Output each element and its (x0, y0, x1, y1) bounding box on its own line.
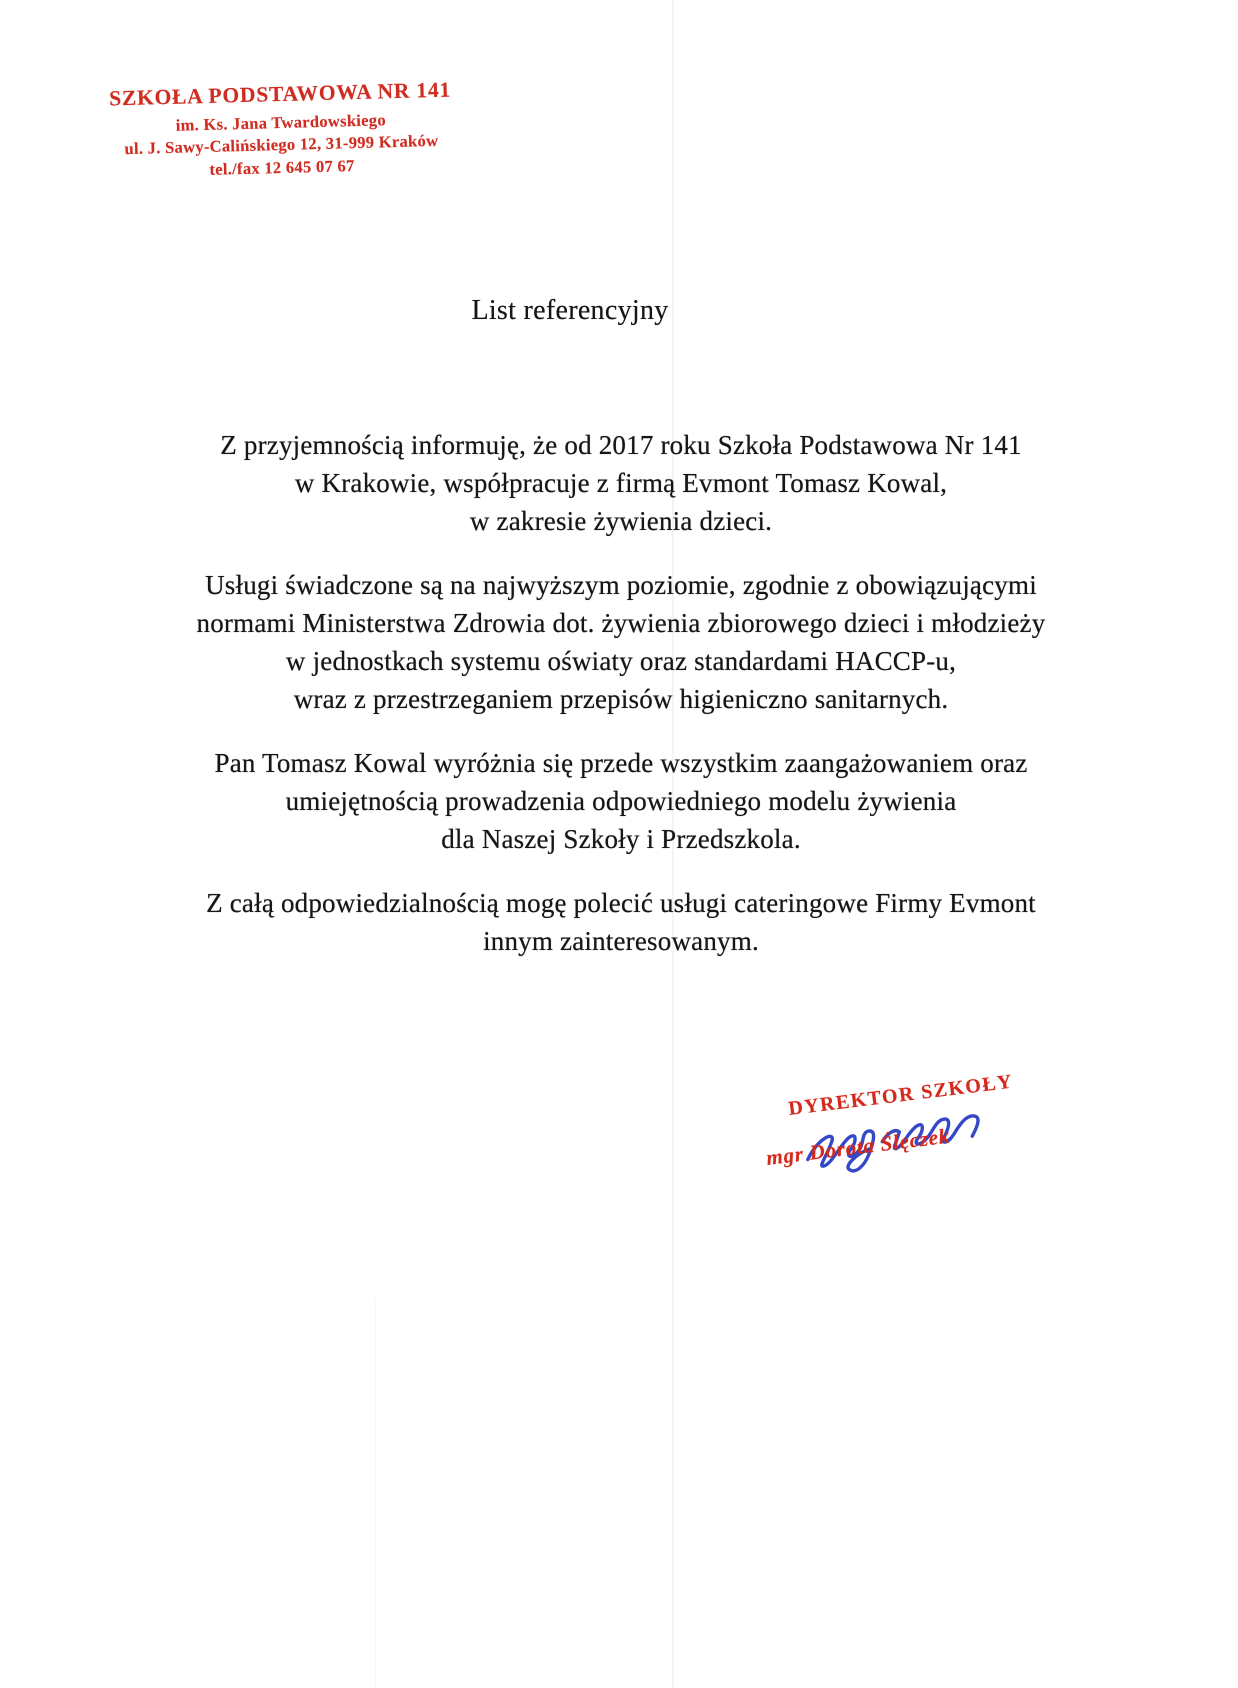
paragraph (64, 566, 1178, 718)
signature-block (756, 1072, 1046, 1212)
letterhead-line: im. Ks. Jana Twardowskiego (175, 109, 387, 135)
paragraph (64, 884, 1178, 960)
paragraph (64, 744, 1178, 858)
paragraph-line: umiejętnością prowadzenia odpowiedniego modelu żywienia (285, 786, 957, 816)
director-stamp-name: mgr Dorota Ślęczek (764, 1123, 952, 1171)
paragraph-line: w jednostkach systemu oświaty oraz standardami HACCP-u, (285, 646, 957, 676)
director-stamp-title: DYREKTOR SZKOŁY (787, 1070, 1015, 1121)
paragraph-line: Z przyjemnością informuję, że od 2017 roku Szkoła Podstawowa Nr 141 (220, 430, 1022, 460)
paragraph-line: normami Ministerstwa Zdrowia dot. żywienia zbiorowego dzieci i młodzieży (196, 608, 1046, 638)
paragraph-line: wraz z przestrzeganiem przepisów higieniczno sanitarnych. (293, 684, 949, 714)
paragraph-line: dla Naszej Szkoły i Przedszkola. (441, 824, 801, 854)
letter-body (64, 426, 1178, 986)
paragraph-line: Usługi świadczone są na najwyższym poziomie, zgodnie z obowiązującymi (205, 570, 1037, 600)
page-title: List referencyjny (471, 295, 669, 326)
scan-artifact-line (375, 1300, 376, 1688)
paragraph-line: w zakresie żywienia dzieci. (469, 506, 773, 536)
paragraph-line: Pan Tomasz Kowal wyróżnia się przede wszystkim zaangażowaniem oraz (214, 748, 1028, 778)
paragraph-line: w Krakowie, współpracuje z firmą Evmont Tomasz Kowal, (294, 468, 948, 498)
letterhead (107, 75, 455, 184)
paragraph-line: Z całą odpowiedzialnością mogę polecić usługi cateringowe Firmy Evmont (206, 888, 1036, 918)
title-row (0, 295, 1140, 327)
paragraph (64, 426, 1178, 540)
letterhead-line: SZKOŁA PODSTAWOWA NR 141 (108, 77, 452, 111)
letterhead-line: ul. J. Sawy-Calińskiego 12, 31-999 Kraków (124, 131, 439, 159)
letterhead-line: tel./fax 12 645 07 67 (209, 156, 355, 180)
paragraph-line: innym zainteresowanym. (483, 926, 759, 956)
